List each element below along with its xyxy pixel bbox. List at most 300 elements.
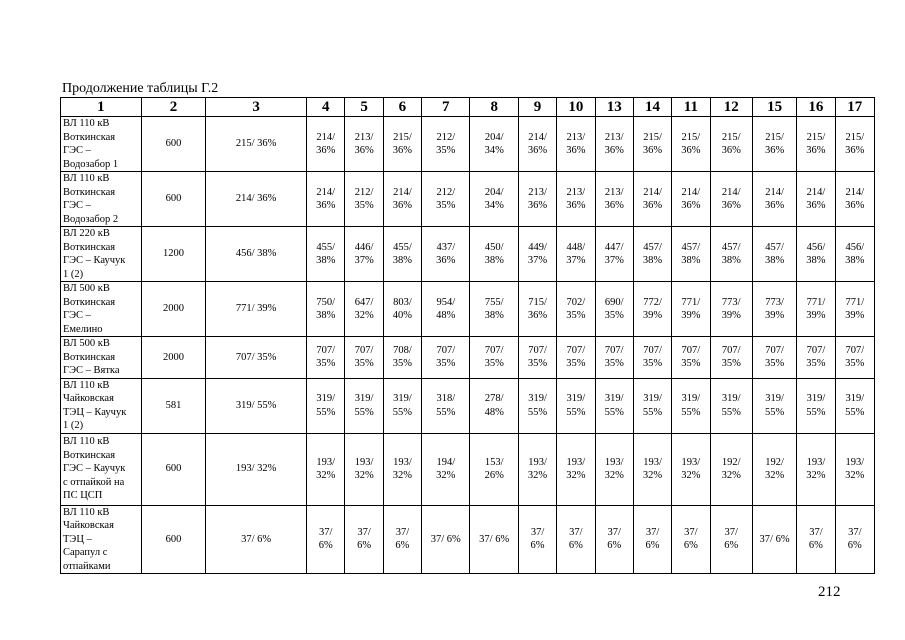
- value-text: 36%: [316, 145, 336, 156]
- value-cell: [345, 172, 383, 227]
- value-text: 647/: [354, 296, 374, 308]
- table-row: [61, 227, 875, 282]
- line-name-text: ГЭС – Каучук: [63, 255, 126, 266]
- capacity-cell: 1200: [141, 227, 206, 282]
- table-row: [61, 337, 875, 379]
- value-text: 771/: [681, 296, 701, 308]
- value-cell: [752, 117, 796, 172]
- value-text: 319/: [765, 393, 784, 404]
- column-header: 10: [557, 98, 595, 117]
- value-text: 954/: [436, 296, 456, 308]
- value-text: 214/: [393, 186, 412, 198]
- value-text: 35%: [392, 358, 413, 370]
- value-text: 771/: [845, 296, 865, 308]
- load-cell: 456/ 38%: [206, 227, 307, 282]
- value-cell: [797, 227, 835, 282]
- value-text: 319/: [393, 393, 412, 404]
- value-text: 38%: [721, 255, 741, 266]
- value-text: 35%: [436, 200, 456, 211]
- column-header: 4: [307, 98, 345, 117]
- value-cell: [710, 282, 752, 337]
- value-cell: [835, 172, 874, 227]
- value-cell: [672, 282, 710, 337]
- value-text: 34%: [484, 145, 504, 156]
- value-cell: [345, 505, 383, 574]
- value-text: 36%: [721, 145, 741, 156]
- value-text: 6%: [847, 540, 862, 552]
- value-text: 319/: [354, 393, 374, 404]
- line-name-cell: [61, 117, 142, 172]
- value-text: 194/: [436, 456, 456, 468]
- value-text: 34%: [484, 200, 504, 211]
- value-text: 37/: [724, 526, 738, 538]
- value-text: 37/: [319, 526, 333, 538]
- column-header: 16: [797, 98, 835, 117]
- capacity-cell: 600: [141, 117, 206, 172]
- value-text: 214/: [845, 186, 865, 198]
- value-cell: [518, 282, 556, 337]
- value-cell: [470, 227, 518, 282]
- value-text: 35%: [845, 358, 865, 370]
- value-cell: [383, 172, 421, 227]
- value-cell: [470, 117, 518, 172]
- line-name-text: с отпайкой на: [63, 476, 125, 488]
- value-cell: [470, 505, 518, 574]
- value-text: 38%: [642, 255, 663, 266]
- value-cell: [557, 282, 595, 337]
- value-text: 457/: [765, 241, 784, 253]
- value-cell: [307, 337, 345, 379]
- value-cell: [470, 172, 518, 227]
- value-text: 690/: [604, 296, 624, 308]
- value-text: 35%: [354, 200, 374, 211]
- value-cell: [835, 378, 874, 433]
- value-cell: [797, 172, 835, 227]
- value-text: 36%: [527, 200, 548, 211]
- value-cell: [595, 337, 633, 379]
- value-text: 55%: [806, 406, 826, 418]
- value-text: 36%: [316, 200, 336, 211]
- value-text: 55%: [566, 406, 586, 418]
- value-cell: [595, 172, 633, 227]
- value-text: 37/: [357, 526, 371, 538]
- line-name-text: Воткинская: [63, 131, 116, 143]
- value-cell: [345, 378, 383, 433]
- value-cell: [595, 282, 633, 337]
- value-cell: [307, 172, 345, 227]
- value-text: 37/: [530, 526, 545, 538]
- value-text: 37/ 6%: [479, 533, 510, 545]
- line-name-text: ТЭЦ –: [63, 533, 92, 545]
- value-text: 55%: [721, 406, 741, 418]
- value-text: 37/: [684, 526, 698, 538]
- line-name-cell: [61, 433, 142, 505]
- value-text: 36%: [566, 145, 586, 156]
- value-text: 449/: [528, 241, 547, 253]
- value-cell: [307, 282, 345, 337]
- value-text: 36%: [527, 310, 548, 321]
- value-text: 36%: [642, 145, 663, 156]
- table-row: [61, 172, 875, 227]
- value-text: 38%: [764, 255, 785, 266]
- value-text: 455/: [393, 241, 412, 253]
- value-text: 32%: [681, 470, 701, 481]
- value-text: 318/: [436, 393, 456, 404]
- value-text: 35%: [566, 310, 586, 321]
- line-name-text: ГЭС –: [63, 200, 91, 211]
- value-cell: [307, 227, 345, 282]
- table-row: [61, 378, 875, 433]
- value-cell: [470, 337, 518, 379]
- value-cell: [557, 378, 595, 433]
- value-text: 214/: [765, 186, 784, 198]
- value-text: 193/: [604, 456, 624, 468]
- value-text: 214/: [528, 131, 547, 143]
- line-name-text: ВЛ 500 кВ: [63, 283, 110, 294]
- value-text: 36%: [681, 200, 701, 211]
- value-text: 35%: [604, 358, 624, 370]
- value-text: 193/: [845, 456, 865, 468]
- value-text: 36%: [845, 145, 865, 156]
- value-text: 193/: [528, 456, 547, 468]
- value-text: 213/: [566, 186, 586, 198]
- value-text: 36%: [845, 200, 865, 211]
- value-cell: [752, 172, 796, 227]
- value-cell: [470, 378, 518, 433]
- value-cell: [383, 337, 421, 379]
- value-cell: [797, 378, 835, 433]
- value-text: 32%: [392, 470, 413, 481]
- value-text: 39%: [681, 310, 701, 321]
- value-text: 707/: [528, 344, 547, 356]
- value-cell: [835, 117, 874, 172]
- value-text: 755/: [484, 296, 504, 308]
- value-text: 6%: [607, 540, 622, 552]
- value-text: 214/: [316, 186, 336, 198]
- value-text: 193/: [393, 456, 412, 468]
- value-text: 55%: [436, 406, 456, 418]
- value-cell: [710, 433, 752, 505]
- line-name-text: Воткинская: [63, 351, 116, 363]
- value-cell: [345, 227, 383, 282]
- value-text: 215/: [681, 131, 701, 143]
- value-text: 32%: [354, 470, 374, 481]
- value-text: 35%: [806, 358, 826, 370]
- value-cell: [633, 337, 671, 379]
- value-cell: [752, 227, 796, 282]
- load-cell: 215/ 36%: [206, 117, 307, 172]
- value-cell: [518, 227, 556, 282]
- value-text: 803/: [393, 296, 412, 308]
- value-text: 6%: [683, 540, 698, 552]
- column-header: 15: [752, 98, 796, 117]
- value-text: 193/: [566, 456, 586, 468]
- line-name-text: ВЛ 500 кВ: [63, 338, 110, 349]
- value-text: 457/: [643, 241, 662, 253]
- value-cell: [797, 505, 835, 574]
- value-text: 36%: [604, 145, 624, 156]
- line-name-text: ГЭС – Каучук: [63, 463, 126, 475]
- value-cell: [710, 337, 752, 379]
- value-text: 55%: [604, 406, 624, 418]
- value-cell: [383, 227, 421, 282]
- value-text: 55%: [681, 406, 701, 418]
- value-cell: [672, 227, 710, 282]
- value-text: 35%: [484, 358, 504, 370]
- value-cell: [752, 433, 796, 505]
- value-text: 36%: [764, 200, 785, 211]
- value-text: 36%: [806, 200, 826, 211]
- value-cell: [672, 337, 710, 379]
- value-cell: [383, 282, 421, 337]
- value-text: 35%: [354, 358, 374, 370]
- table-caption: Продолжение таблицы Г.2: [62, 81, 219, 96]
- value-text: 36%: [604, 200, 624, 211]
- line-name-text: ГЭС – Вятка: [63, 365, 120, 376]
- value-text: 446/: [354, 241, 374, 253]
- value-text: 319/: [643, 393, 662, 404]
- column-header: 9: [518, 98, 556, 117]
- value-text: 37/: [645, 526, 660, 538]
- value-text: 214/: [721, 186, 741, 198]
- value-text: 55%: [316, 406, 336, 418]
- value-cell: [422, 282, 470, 337]
- value-cell: [633, 117, 671, 172]
- value-text: 6%: [724, 540, 739, 552]
- value-text: 6%: [318, 540, 333, 552]
- value-text: 192/: [721, 456, 741, 468]
- value-text: 773/: [765, 296, 784, 308]
- value-text: 35%: [316, 358, 336, 370]
- value-cell: [518, 433, 556, 505]
- value-text: 35%: [721, 358, 741, 370]
- value-text: 447/: [604, 241, 624, 253]
- value-text: 707/: [604, 344, 624, 356]
- value-cell: [422, 433, 470, 505]
- value-cell: [835, 337, 874, 379]
- value-cell: [710, 378, 752, 433]
- value-text: 214/: [681, 186, 701, 198]
- value-text: 35%: [436, 145, 456, 156]
- column-header: 7: [422, 98, 470, 117]
- value-text: 215/: [806, 131, 826, 143]
- value-text: 38%: [484, 255, 504, 266]
- value-text: 39%: [845, 310, 865, 321]
- value-text: 35%: [642, 358, 663, 370]
- value-text: 319/: [604, 393, 624, 404]
- value-text: 37%: [354, 255, 374, 266]
- line-name-text: Воткинская: [63, 296, 116, 308]
- value-cell: [797, 117, 835, 172]
- value-cell: [557, 433, 595, 505]
- column-header: 5: [345, 98, 383, 117]
- column-header: 3: [206, 98, 307, 117]
- value-text: 212/: [354, 186, 374, 198]
- value-text: 36%: [392, 200, 413, 211]
- value-text: 37/ 6%: [430, 533, 461, 545]
- value-text: 707/: [316, 344, 336, 356]
- value-cell: [307, 117, 345, 172]
- value-text: 55%: [392, 406, 413, 418]
- value-text: 204/: [484, 131, 504, 143]
- value-cell: [518, 337, 556, 379]
- value-text: 39%: [764, 310, 785, 321]
- value-cell: [383, 378, 421, 433]
- value-text: 707/: [484, 344, 504, 356]
- value-cell: [595, 227, 633, 282]
- value-text: 37/: [395, 526, 410, 538]
- value-cell: [595, 378, 633, 433]
- value-text: 213/: [604, 131, 624, 143]
- value-text: 36%: [721, 200, 741, 211]
- value-cell: [835, 433, 874, 505]
- value-text: 32%: [806, 470, 826, 481]
- column-header: 1: [61, 98, 142, 117]
- line-name-text: отпайками: [63, 560, 111, 572]
- value-cell: [835, 282, 874, 337]
- value-text: 456/: [845, 241, 865, 253]
- load-cell: 37/ 6%: [206, 505, 307, 574]
- value-text: 35%: [527, 358, 548, 370]
- value-cell: [422, 172, 470, 227]
- value-cell: [752, 505, 796, 574]
- value-cell: [672, 117, 710, 172]
- value-cell: [710, 227, 752, 282]
- value-text: 32%: [566, 470, 586, 481]
- value-text: 36%: [681, 145, 701, 156]
- value-text: 192/: [765, 456, 784, 468]
- value-text: 38%: [392, 255, 413, 266]
- value-cell: [383, 505, 421, 574]
- line-name-text: ВЛ 110 кВ: [63, 506, 110, 518]
- line-name-cell: [61, 282, 142, 337]
- capacity-cell: 2000: [141, 282, 206, 337]
- value-cell: [797, 433, 835, 505]
- load-cell: 707/ 35%: [206, 337, 307, 379]
- line-name-cell: [61, 227, 142, 282]
- value-text: 772/: [643, 296, 662, 308]
- value-text: 319/: [528, 393, 547, 404]
- value-text: 36%: [806, 145, 826, 156]
- value-text: 708/: [393, 344, 412, 356]
- value-cell: [383, 117, 421, 172]
- value-cell: [672, 172, 710, 227]
- value-text: 37/: [809, 526, 823, 538]
- value-text: 214/: [643, 186, 662, 198]
- line-name-text: ВЛ 110 кВ: [63, 173, 110, 184]
- value-text: 38%: [316, 310, 336, 321]
- column-header: 14: [633, 98, 671, 117]
- value-cell: [557, 505, 595, 574]
- value-cell: [710, 117, 752, 172]
- line-name-cell: [61, 505, 142, 574]
- value-text: 40%: [392, 310, 413, 321]
- line-name-text: ВЛ 110 кВ: [63, 379, 110, 391]
- value-cell: [797, 282, 835, 337]
- value-cell: [345, 337, 383, 379]
- line-name-text: Сарапул с: [63, 547, 108, 558]
- value-cell: [633, 433, 671, 505]
- value-text: 48%: [436, 310, 456, 321]
- value-text: 26%: [484, 470, 504, 481]
- value-text: 37%: [527, 255, 548, 266]
- value-text: 319/: [316, 393, 336, 404]
- value-text: 55%: [845, 406, 865, 418]
- value-text: 215/: [765, 131, 784, 143]
- value-cell: [752, 282, 796, 337]
- value-text: 39%: [721, 310, 741, 321]
- value-text: 319/: [681, 393, 701, 404]
- capacity-cell: 600: [141, 172, 206, 227]
- value-text: 55%: [642, 406, 663, 418]
- column-header: 8: [470, 98, 518, 117]
- line-name-text: ГЭС –: [63, 310, 91, 321]
- value-cell: [557, 227, 595, 282]
- value-cell: [422, 378, 470, 433]
- value-text: 37%: [566, 255, 586, 266]
- value-text: 212/: [436, 131, 456, 143]
- value-cell: [470, 433, 518, 505]
- value-cell: [557, 117, 595, 172]
- value-text: 38%: [681, 255, 701, 266]
- value-cell: [710, 172, 752, 227]
- value-cell: [797, 337, 835, 379]
- value-text: 36%: [642, 200, 663, 211]
- value-text: 319/: [566, 393, 586, 404]
- value-cell: [672, 433, 710, 505]
- value-text: 457/: [681, 241, 701, 253]
- column-header: 17: [835, 98, 874, 117]
- value-cell: [835, 227, 874, 282]
- value-text: 48%: [484, 406, 504, 418]
- value-cell: [672, 378, 710, 433]
- value-text: 214/: [806, 186, 826, 198]
- value-text: 6%: [357, 540, 372, 552]
- value-text: 319/: [845, 393, 865, 404]
- value-text: 6%: [645, 540, 660, 552]
- value-text: 37/: [607, 526, 621, 538]
- value-text: 35%: [566, 358, 586, 370]
- value-cell: [518, 378, 556, 433]
- value-text: 32%: [436, 470, 456, 481]
- value-cell: [470, 282, 518, 337]
- value-text: 6%: [808, 540, 823, 552]
- value-text: 319/: [721, 393, 741, 404]
- value-text: 707/: [643, 344, 662, 356]
- value-text: 32%: [604, 470, 624, 481]
- value-text: 193/: [354, 456, 374, 468]
- value-cell: [633, 227, 671, 282]
- value-cell: [835, 505, 874, 574]
- value-text: 212/: [436, 186, 456, 198]
- load-cell: 193/ 32%: [206, 433, 307, 505]
- value-cell: [518, 172, 556, 227]
- capacity-cell: 2000: [141, 337, 206, 379]
- value-text: 6%: [395, 540, 410, 552]
- value-text: 214/: [316, 131, 336, 143]
- value-cell: [633, 378, 671, 433]
- value-text: 193/: [316, 456, 336, 468]
- value-text: 715/: [528, 296, 547, 308]
- column-header: 2: [141, 98, 206, 117]
- value-cell: [345, 282, 383, 337]
- value-text: 319/: [806, 393, 826, 404]
- line-name-text: 1 (2): [63, 268, 84, 280]
- value-text: 707/: [566, 344, 586, 356]
- value-text: 32%: [642, 470, 663, 481]
- value-text: 37/: [848, 526, 862, 538]
- value-text: 55%: [527, 406, 548, 418]
